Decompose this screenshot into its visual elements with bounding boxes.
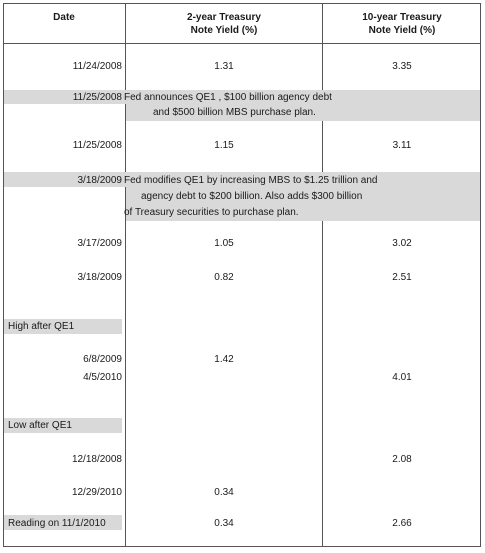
header-10yr-line1: 10-year Treasury — [362, 12, 442, 23]
row-date: 12/29/2010 — [71, 487, 122, 498]
row-10yr-yield: 4.01 — [392, 372, 412, 383]
header-10yr-line2: Note Yield (%) — [368, 25, 436, 36]
event-date: 3/18/2009 — [77, 175, 122, 186]
header-divider — [3, 43, 481, 44]
event-text-line2: agency debt to $200 billion. Also adds $300 billion — [141, 191, 363, 202]
header-2yr-line2: Note Yield (%) — [190, 25, 258, 36]
row-date: 3/18/2009 — [77, 272, 122, 283]
row-2yr-yield: 1.31 — [214, 61, 234, 72]
row-date: 6/8/2009 — [83, 354, 122, 365]
section-label-low: Low after QE1 — [8, 420, 72, 431]
event-text-line2: and $500 billion MBS purchase plan. — [153, 107, 316, 118]
row-date: 3/17/2009 — [77, 238, 122, 249]
row-date: 12/18/2008 — [71, 454, 122, 465]
header-date: Date — [53, 12, 75, 23]
row-2yr-yield: 0.82 — [214, 272, 234, 283]
row-date: 11/24/2008 — [72, 61, 122, 72]
row-date: 4/5/2010 — [83, 372, 122, 383]
row-2yr-yield: 1.42 — [214, 354, 234, 365]
row-2yr-yield: 1.05 — [214, 238, 234, 249]
row-2yr-yield: 0.34 — [214, 518, 234, 529]
row-2yr-yield: 1.15 — [214, 140, 234, 151]
event-text-line1: Fed modifies QE1 by increasing MBS to $1.25 trillion and — [124, 175, 378, 186]
row-10yr-yield: 3.02 — [392, 238, 412, 249]
event-text-line1: Fed announces QE1 , $100 billion agency debt — [124, 92, 332, 103]
row-10yr-yield: 3.35 — [392, 61, 412, 72]
section-label-high: High after QE1 — [8, 321, 75, 332]
row-10yr-yield: 2.66 — [392, 518, 412, 529]
header-2yr-line1: 2-year Treasury — [187, 12, 261, 23]
row-date: 11/25/2008 — [72, 140, 122, 151]
event-date: 11/25/2008 — [72, 92, 122, 103]
row-2yr-yield: 0.34 — [214, 487, 234, 498]
row-10yr-yield: 2.08 — [392, 454, 412, 465]
row-10yr-yield: 2.51 — [392, 272, 412, 283]
event-text-line3: of Treasury securities to purchase plan. — [124, 207, 299, 218]
row-10yr-yield: 3.11 — [392, 140, 412, 151]
reading-label: Reading on 11/1/2010 — [8, 518, 106, 529]
